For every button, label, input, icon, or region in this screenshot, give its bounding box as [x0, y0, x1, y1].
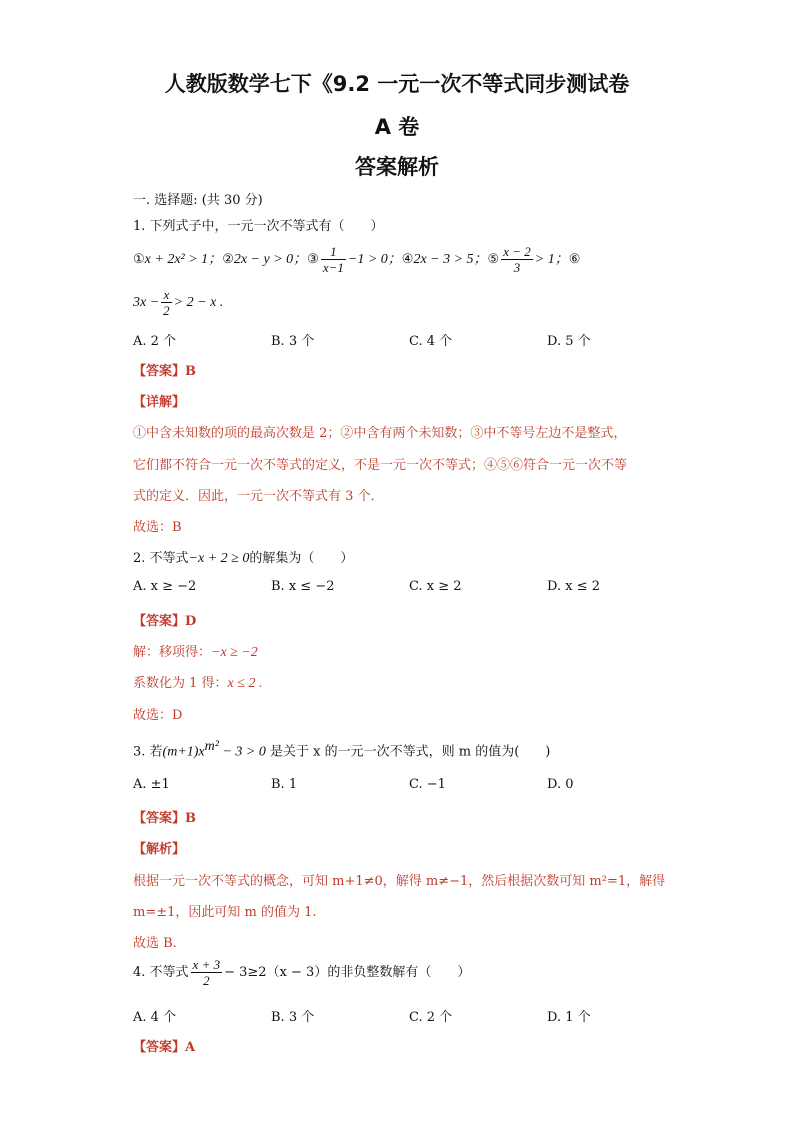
- q3-stem-expr-b: − 3 > 0: [218, 744, 266, 760]
- page-title: 人教版数学七下《9.2 一元一次不等式同步测试卷: [164, 72, 630, 96]
- q3-explain-line-1: 根据一元一次不等式的概念，可知 m+1≠0，解得 m≠−1，然后根据次数可知 m²=1，解得: [133, 874, 666, 889]
- q1-conclusion: 故选：B: [133, 520, 182, 535]
- q2-answer: 【答案】D: [133, 614, 197, 629]
- q2-stem-expr: −x + 2 ≥ 0: [188, 551, 250, 566]
- q4-denominator: 2: [203, 973, 210, 988]
- q3-conclusion: 故选 B.: [133, 936, 177, 951]
- q1-item3-fraction: [321, 244, 346, 275]
- q2-option-c: C. x ≥ 2: [409, 579, 462, 594]
- q3-stem-pre: 3. 若: [133, 744, 163, 760]
- q1-item3-label: ③: [307, 252, 319, 267]
- q2-step2-pre: 系数化为 1 得：: [133, 676, 228, 691]
- q2-conclusion: 故选：D: [133, 708, 183, 723]
- q1-item6-fraction: [161, 287, 172, 318]
- q4-answer: 【答案】A: [133, 1040, 196, 1055]
- q3-option-d: D. 0: [547, 777, 574, 792]
- q3-explain-label: 【解析】: [133, 842, 186, 857]
- q1-item2-expr: 2x − y > 0；: [233, 252, 308, 267]
- q1-explain-line-3: 式的定义．因此，一元一次不等式有 3 个．: [133, 489, 384, 504]
- q1-item6-label: ⑥: [568, 252, 581, 267]
- q1-item5-tail: > 1；: [534, 252, 569, 267]
- q1-items: [133, 244, 580, 275]
- q1-option-d: D. 5 个: [547, 334, 591, 349]
- page-subtitle: A 卷: [374, 115, 420, 139]
- q4-option-a: A. 4 个: [133, 1010, 177, 1025]
- q1-stem: 1. 下列式子中，一元一次不等式有（ ）: [133, 219, 384, 234]
- q1-item3-numerator: 1: [321, 244, 346, 260]
- q1-item3-denominator: x−1: [322, 260, 344, 275]
- q1-answer: 【答案】B: [133, 364, 196, 379]
- q1-option-c: C. 4 个: [409, 334, 453, 349]
- q4-option-c: C. 2 个: [409, 1010, 453, 1025]
- q2-step2-expr: x ≤ 2 .: [227, 676, 263, 691]
- section-heading: 一. 选择题: (共 30 分): [133, 193, 263, 208]
- q3-option-b: B. 1: [271, 777, 298, 792]
- q2-stem-post: 的解集为（ ）: [249, 551, 354, 566]
- q3-option-a: A. ±1: [133, 777, 170, 792]
- q2-stem-pre: 2. 不等式: [133, 551, 189, 566]
- q1-item6-numerator: x: [161, 287, 172, 303]
- q4-stem-pre: 4. 不等式: [133, 965, 189, 980]
- q1-item6-tail: > 2 − x .: [173, 295, 224, 310]
- q2-option-b: B. x ≤ −2: [271, 579, 335, 594]
- q4-numerator: x + 3: [192, 957, 221, 972]
- q4-stem-post: − 3≥2（x − 3）的非负整数解有（ ）: [224, 965, 471, 980]
- q1-item1-label: ①: [133, 252, 145, 267]
- q2-option-d: D. x ≤ 2: [547, 579, 600, 594]
- q1-item4-label: ④: [401, 252, 414, 267]
- q1-item6-denominator: 2: [163, 303, 170, 318]
- q2-option-a: A. x ≥ −2: [133, 579, 197, 594]
- q1-option-a: A. 2 个: [133, 334, 177, 349]
- q1-item1-expr: x + 2x² > 1；: [144, 252, 223, 267]
- q1-item4-expr: 2x − 3 > 5；: [413, 252, 488, 267]
- q1-explain-line-2: 它们都不符合一元一次不等式的定义，不是一元一次不等式；④⑤⑥符合一元一次不等: [133, 458, 628, 473]
- q3-answer: 【答案】B: [133, 811, 196, 826]
- q1-item5-label: ⑤: [487, 252, 500, 267]
- q3-explain-line-2: m=±1，因此可知 m 的值为 1.: [133, 905, 317, 920]
- q2-step1-expr: −x ≥ −2: [211, 645, 258, 660]
- q1-item6: [133, 287, 223, 318]
- q1-item5-numerator: x − 2: [503, 244, 531, 259]
- q1-item5-fraction: [501, 244, 533, 275]
- q4-fraction: [191, 957, 223, 988]
- q2-step-1: [133, 641, 258, 661]
- q3-stem: [133, 739, 550, 760]
- q1-item6-pre: 3x −: [133, 295, 160, 310]
- q1-item5-denominator: 3: [513, 260, 521, 275]
- q3-stem-post: 是关于 x 的一元一次不等式，则 m 的值为( ): [265, 744, 551, 760]
- answer-heading: 答案解析: [355, 155, 439, 179]
- q3-stem-expr-a: (m+1)x: [162, 744, 205, 760]
- q3-stem-exponent: m²: [204, 739, 219, 754]
- q4-option-d: D. 1 个: [547, 1010, 591, 1025]
- q1-explain-label: 【详解】: [133, 395, 186, 410]
- q3-option-c: C. −1: [409, 777, 446, 792]
- q1-option-b: B. 3 个: [271, 334, 315, 349]
- q2-step1-pre: 解：移项得：: [133, 645, 212, 660]
- q1-item2-label: ②: [222, 252, 234, 267]
- q2-stem: [133, 547, 353, 567]
- q4-option-b: B. 3 个: [271, 1010, 315, 1025]
- q1-item3-tail: −1 > 0；: [347, 252, 402, 267]
- q1-explain-line-1: ①中含未知数的项的最高次数是 2；②中含有两个未知数；③中不等号左边不是整式，: [133, 426, 627, 441]
- q4-stem: [133, 957, 470, 988]
- q2-step-2: [133, 672, 262, 692]
